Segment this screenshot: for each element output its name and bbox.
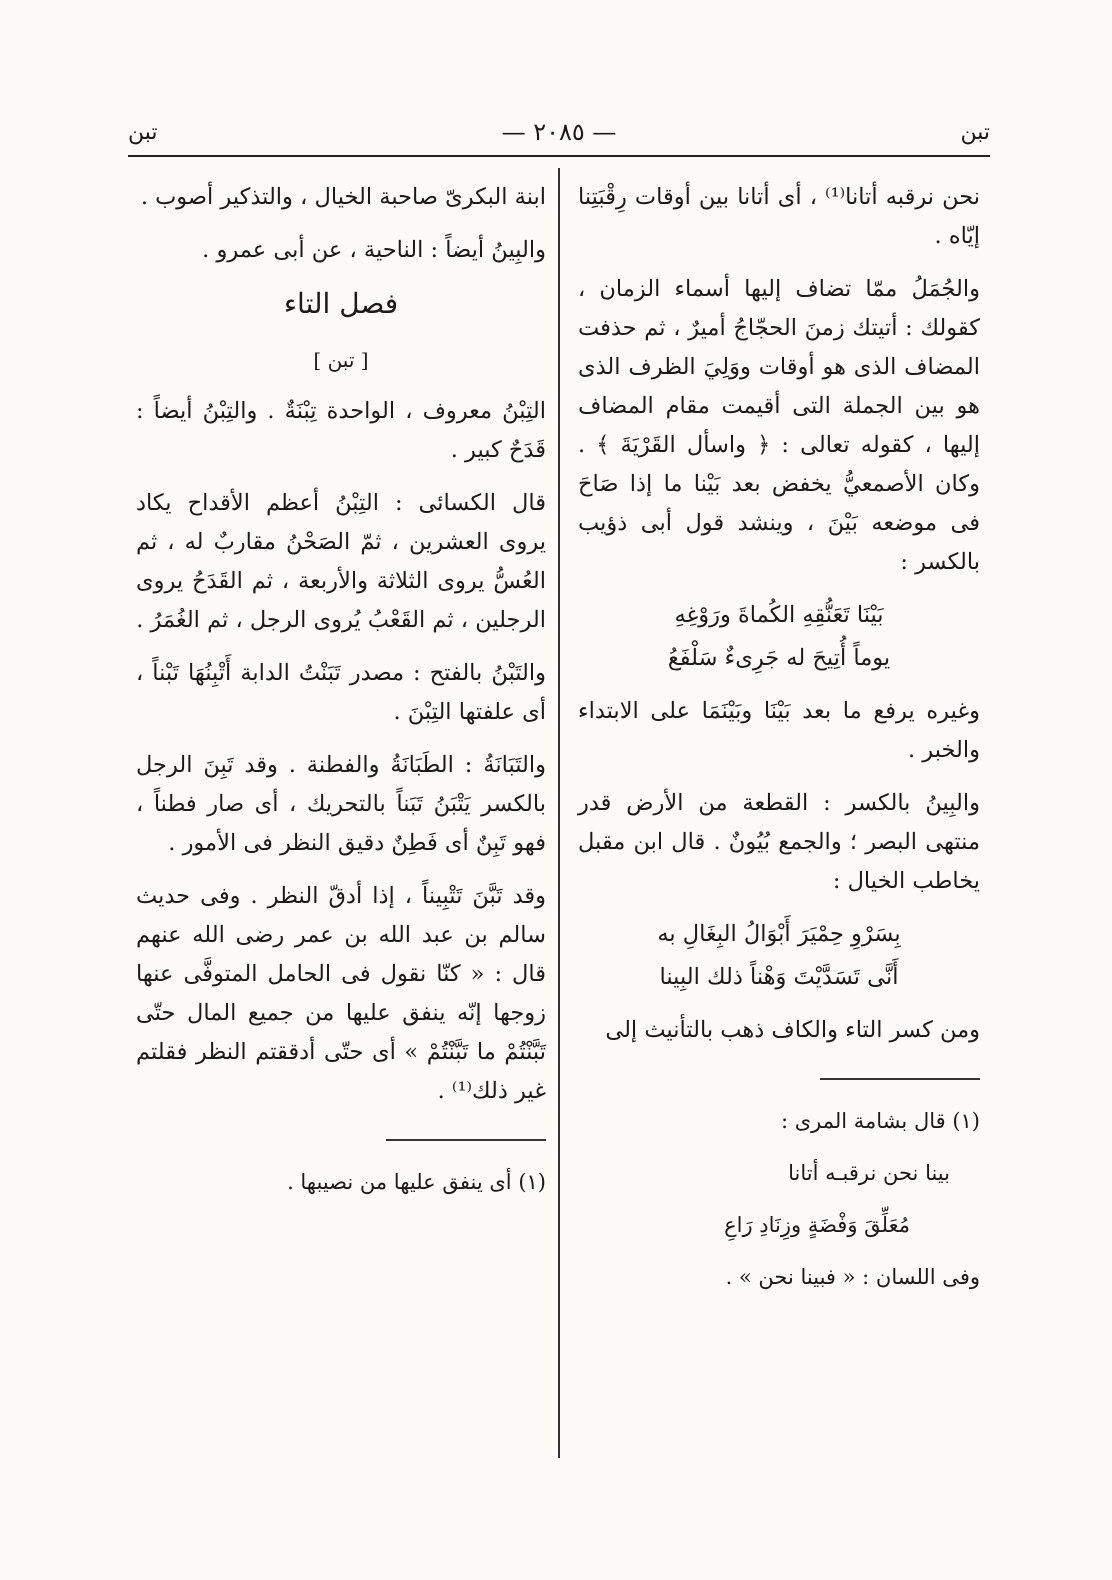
paragraph: والتَبْنُ بالفتح : مصدر تَبَنْتُ الدابة أَتْبِنُهَا تَبْناً ، أى علفتها التِبْنَ .: [136, 660, 546, 725]
paragraph: وقد تَبَّنَ تَتْبِيناً ، إذا أدقّ النظر . وفى حديث سالم بن عبد الله بن عمر رضى الله عنهم قال : « كنّا نقول فى الحامل المتوفَّى عنها زوجها إنّه ينفق عليها من جميع المال حتّى تَبَّنْتُمْ ما تَبَّنْتُمْ » أى حتّى أدققتم النظر فقلتم غير ذلك⁽¹⁾ .: [136, 883, 546, 1104]
header-right-word: تبن: [960, 119, 990, 145]
paragraph: نحن نرقبه أتانا⁽¹⁾ ، أى أتانا بين أوقات رِقْبَتِنا إيّاه .: [578, 184, 981, 249]
paragraph: والبِينُ أيضاً : الناحية ، عن أبى عمرو .: [202, 237, 546, 263]
column-divider: [558, 168, 560, 1458]
verse-line: أَنَّى تَسَدَّيْتَ وَهْناً ذلك البِينا: [659, 964, 899, 990]
left-column: [136, 178, 546, 1215]
footnote: (١) قال بشامة المرى :: [780, 1109, 980, 1133]
paragraph: ابنة البكرىّ صاحبة الخيال ، والتذكير أصوب .: [140, 184, 546, 210]
header-left-word: تبن: [128, 119, 158, 145]
footnote-verse: مُعَلِّقَ وَفْضَةٍ وزِنَادِ رَاعِ: [724, 1213, 910, 1237]
section-title: فصل التاء: [283, 287, 399, 320]
header-rule: [128, 155, 990, 157]
footnote: وفى اللسان : « فبينا نحن » .: [725, 1265, 980, 1289]
page-header: [128, 112, 990, 152]
footnote: (١) أى ينفق عليها من نصيبها .: [287, 1170, 546, 1194]
footnote-rule: [820, 1078, 980, 1080]
page-number: — ٢٠٨٥ —: [501, 118, 617, 146]
paragraph: والجُمَلُ ممّا تضاف إليها أسماء الزمان ، كقولك : أتيتك زمنَ الحجّاجُ أميرٌ ، ثم حذفت المضاف الذى هو أوقات ووَلِيَ الظرف الذى هو بين الجملة التى أقيمت مقام المضاف إليها ، كقوله تعالى : ﴿ واسأل القَرْيَةَ ﴾ . وكان الأصمعيُّ يخفض بعد بَيْنا ما إذا صَاحَ فى موضعه بَيْنَ ، وينشد قول أبى ذؤيب بالكسر :: [578, 276, 980, 575]
verse-line: بَيْنَا تَعَنُّقِهِ الكُماةَ ورَوْغِهِ: [674, 602, 884, 628]
paragraph: ومن كسر التاء والكاف ذهب بالتأنيث إلى: [605, 1017, 980, 1043]
paragraph: التِبْنُ معروف ، الواحدة تِبْنَةٌ . والتِبْنُ أيضاً : قَدَحٌ كبير .: [136, 398, 546, 463]
footnote-verse: بينا نحن نرقبـه أتانا: [788, 1161, 950, 1185]
verse-line: بِسَرْوِ حِمْيَرَ أَبْوَالُ البِغَالِ به: [657, 921, 901, 947]
footnote-rule: [386, 1139, 546, 1141]
right-column: [578, 178, 980, 1310]
headword: [ تبن ]: [313, 348, 369, 372]
paragraph: والبِينُ بالكسر : القطعة من الأرض قدر منتهى البصر ؛ والجمع بُيُونٌ . قال ابن مقبل يخاطب الخيال :: [578, 790, 980, 894]
paragraph: قال الكسائى : التِبْنُ أعظم الأقداح يكاد يروى العشرين ، ثمّ الصَحْنُ مقاربٌ له ، ثم العُسُّ يروى الثلاثة والأربعة ، ثم القَدَحُ يروى الرجلين ، ثم القَعْبُ يُروى الرجل ، ثم الغُمَرُ .: [136, 490, 546, 633]
paragraph: والتَبَانَةُ : الطَبَانَةُ والفطنة . وقد تَبِنَ الرجل بالكسر يَتْبَنُ تَبَناً بالتحريك ، أى صار فطناً ، فهو تَبِنٌ أى فَطِنٌ دقيق النظر فى الأمور .: [136, 752, 546, 856]
paragraph: وغيره يرفع ما بعد بَيْنَا وبَيْنَمَا على الابتداء والخبر .: [578, 698, 980, 763]
verse-line: يوماً أُتِيحَ له جَرِىءٌ سَلْفَعُ: [667, 645, 891, 671]
